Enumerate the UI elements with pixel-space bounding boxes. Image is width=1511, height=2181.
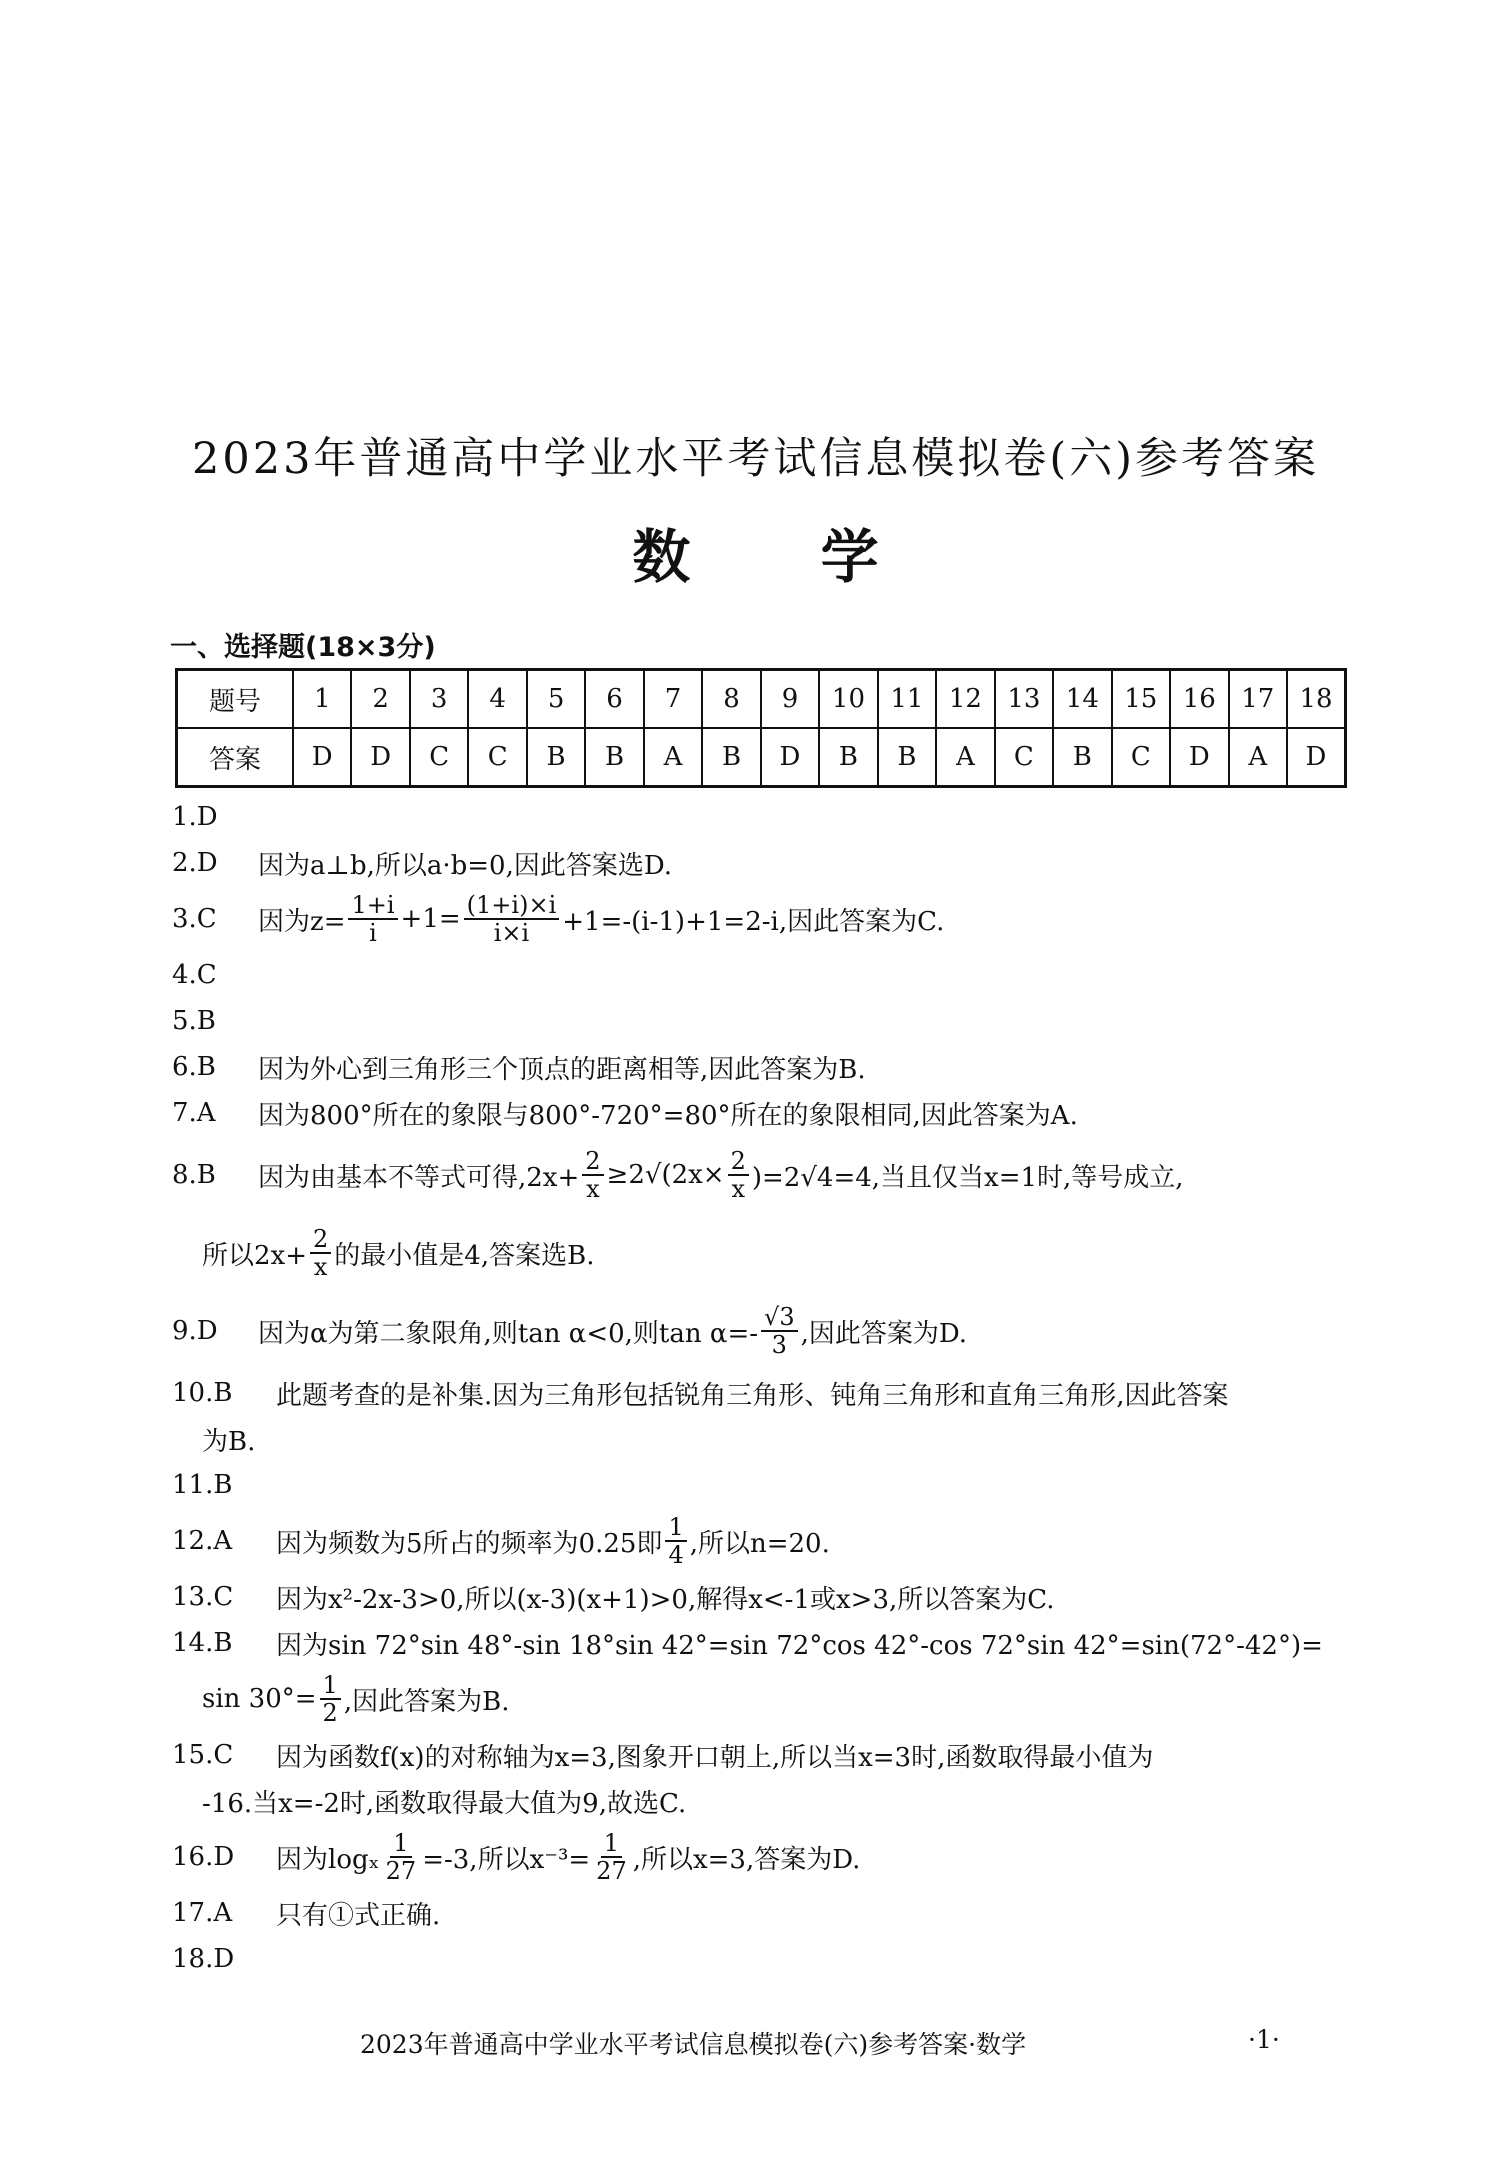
- section-title: 一、选择题(18×3分): [170, 632, 436, 663]
- question-number: 10: [819, 670, 877, 729]
- answer-row: [177, 728, 1346, 787]
- numerator: √3: [761, 1304, 798, 1332]
- fraction: [728, 1148, 749, 1203]
- denominator: 27: [596, 1857, 627, 1885]
- numerator: (1+i)×i: [464, 892, 560, 920]
- row-label-number: 题号: [177, 670, 294, 729]
- solution-item-16: [172, 1824, 1352, 1890]
- item-text: -16.当x=-2时,函数取得最大值为9,故选C.: [202, 1788, 687, 1819]
- solution-item-9: [172, 1292, 1352, 1370]
- item-text: 5.B: [172, 1006, 216, 1036]
- item-text: 的最小值是4,答案选B.: [334, 1240, 595, 1271]
- question-number: 16: [1170, 670, 1228, 729]
- item-number: 14.B: [172, 1628, 233, 1658]
- solution-item-7: [172, 1090, 1352, 1136]
- row-label-answer: 答案: [177, 728, 294, 787]
- question-number: 8: [702, 670, 760, 729]
- solution-item-3: [172, 886, 1352, 952]
- answer-cell: A: [644, 728, 702, 787]
- answer-cell: C: [468, 728, 526, 787]
- item-text: 11.B: [172, 1470, 233, 1500]
- answer-cell: C: [995, 728, 1053, 787]
- question-number-row: [177, 670, 1346, 729]
- item-text: 因为logₓ: [276, 1844, 380, 1875]
- question-number: 17: [1229, 670, 1287, 729]
- item-text: 18.D: [172, 1944, 235, 1974]
- solution-item-5: [172, 998, 1352, 1044]
- question-number: 15: [1112, 670, 1170, 729]
- solution-item-2: [172, 840, 1352, 886]
- solution-item-1: [172, 794, 1352, 840]
- question-number: 18: [1287, 670, 1346, 729]
- question-number: 12: [936, 670, 994, 729]
- answer-cell: D: [1287, 728, 1346, 787]
- answer-cell: D: [1170, 728, 1228, 787]
- solution-item-13: [172, 1574, 1352, 1620]
- solution-item-14-cont: [172, 1666, 1352, 1732]
- question-number: 5: [527, 670, 585, 729]
- numerator: 1+i: [348, 892, 397, 920]
- page-footer: 2023年普通高中学业水平考试信息模拟卷(六)参考答案·数学: [360, 2030, 1027, 2059]
- item-text: )=2√4=4,当且仅当x=1时,等号成立,: [751, 1162, 1184, 1193]
- fraction: [464, 892, 560, 947]
- solution-list: [172, 794, 1352, 1982]
- question-number: 11: [878, 670, 936, 729]
- question-number: 2: [351, 670, 409, 729]
- question-number: 9: [761, 670, 819, 729]
- item-text: +1=: [400, 904, 461, 934]
- solution-item-18: [172, 1936, 1352, 1982]
- item-text: 因为由基本不等式可得,2x+: [258, 1162, 580, 1193]
- answer-cell: A: [1229, 728, 1287, 787]
- item-text: 因为a⊥b,所以a·b=0,因此答案选D.: [258, 850, 673, 881]
- subject-heading: 数 学: [632, 523, 879, 591]
- solution-item-10: [172, 1370, 1352, 1416]
- numerator: 1: [665, 1514, 686, 1542]
- answer-cell: D: [293, 728, 351, 787]
- item-number: 16.D: [172, 1842, 235, 1872]
- answer-cell: D: [761, 728, 819, 787]
- question-number: 4: [468, 670, 526, 729]
- item-number: 15.C: [172, 1740, 234, 1770]
- item-text: 1.D: [172, 802, 218, 832]
- solution-item-6: [172, 1044, 1352, 1090]
- item-number: 8.B: [172, 1160, 216, 1190]
- page-title: 2023年普通高中学业水平考试信息模拟卷(六)参考答案: [192, 434, 1319, 484]
- solution-item-10-cont: [172, 1416, 1352, 1462]
- item-text: 此题考查的是补集.因为三角形包括锐角三角形、钝角三角形和直角三角形,因此答案: [276, 1380, 1229, 1411]
- denominator: i×i: [493, 919, 530, 947]
- fraction: [348, 892, 397, 947]
- denominator: x: [586, 1175, 600, 1203]
- item-text: 因为频数为5所占的频率为0.25即: [276, 1528, 663, 1559]
- question-number: 1: [293, 670, 351, 729]
- solution-item-12: [172, 1508, 1352, 1574]
- item-text: =-3,所以x⁻³=: [422, 1844, 591, 1875]
- item-text: ,因此答案为D.: [800, 1318, 968, 1349]
- denominator: x: [313, 1253, 328, 1281]
- item-text: 4.C: [172, 960, 217, 990]
- numerator: 2: [310, 1226, 331, 1254]
- solution-item-14: [172, 1620, 1352, 1666]
- numerator: 1: [390, 1830, 411, 1858]
- item-text: 因为x²-2x-3>0,所以(x-3)(x+1)>0,解得x<-1或x>3,所以答案为C.: [276, 1584, 1055, 1615]
- item-text: sin 30°=: [202, 1684, 317, 1714]
- answer-cell: B: [819, 728, 877, 787]
- item-text: 因为800°所在的象限与800°-720°=80°所在的象限相同,因此答案为A.: [258, 1100, 1078, 1131]
- item-text: 因为z=: [258, 906, 346, 937]
- solution-item-15-cont: [172, 1778, 1352, 1824]
- item-number: 7.A: [172, 1098, 216, 1128]
- answer-cell: B: [702, 728, 760, 787]
- answer-cell: C: [1112, 728, 1170, 787]
- item-number: 2.D: [172, 848, 218, 878]
- item-text: ,所以x=3,答案为D.: [632, 1844, 861, 1875]
- solution-item-8: [172, 1136, 1352, 1214]
- fraction: [593, 1830, 630, 1885]
- denominator: 4: [668, 1541, 684, 1569]
- answer-cell: B: [527, 728, 585, 787]
- item-text: 只有①式正确.: [276, 1900, 441, 1931]
- solution-item-8-cont: [172, 1214, 1352, 1292]
- numerator: 1: [320, 1672, 341, 1700]
- answer-cell: D: [351, 728, 409, 787]
- item-number: 17.A: [172, 1898, 233, 1928]
- answer-cell: B: [585, 728, 643, 787]
- item-text: ,所以n=20.: [689, 1528, 830, 1559]
- denominator: x: [731, 1175, 745, 1203]
- solution-item-17: [172, 1890, 1352, 1936]
- numerator: 2: [728, 1148, 749, 1176]
- fraction: [665, 1514, 686, 1569]
- item-text: +1=-(i-1)+1=2-i,因此答案为C.: [562, 906, 945, 937]
- fraction: [761, 1304, 798, 1359]
- item-number: 3.C: [172, 904, 217, 934]
- fraction: [383, 1830, 420, 1885]
- question-number: 14: [1053, 670, 1111, 729]
- solution-item-11: [172, 1462, 1352, 1508]
- item-text: 因为α为第二象限角,则tan α<0,则tan α=-: [258, 1318, 759, 1349]
- question-number: 7: [644, 670, 702, 729]
- item-number: 12.A: [172, 1526, 233, 1556]
- fraction: [582, 1148, 603, 1203]
- item-number: 13.C: [172, 1582, 234, 1612]
- item-text: 因为外心到三角形三个顶点的距离相等,因此答案为B.: [258, 1054, 866, 1085]
- answer-cell: B: [878, 728, 936, 787]
- answer-table: [175, 668, 1347, 788]
- denominator: 27: [385, 1857, 417, 1885]
- item-text: 所以2x+: [202, 1240, 307, 1271]
- page-number: ·1·: [1248, 2025, 1280, 2054]
- item-number: 10.B: [172, 1378, 233, 1408]
- fraction: [310, 1226, 331, 1281]
- item-number: 6.B: [172, 1052, 216, 1082]
- solution-item-15: [172, 1732, 1352, 1778]
- numerator: 2: [582, 1148, 603, 1176]
- question-number: 6: [585, 670, 643, 729]
- question-number: 3: [410, 670, 468, 729]
- solution-item-4: [172, 952, 1352, 998]
- fraction: [320, 1672, 341, 1727]
- question-number: 13: [995, 670, 1053, 729]
- denominator: 3: [771, 1331, 787, 1359]
- answer-cell: A: [936, 728, 994, 787]
- denominator: 2: [322, 1699, 338, 1727]
- numerator: 1: [601, 1830, 622, 1858]
- item-number: 9.D: [172, 1316, 218, 1346]
- item-text: ,因此答案为B.: [343, 1686, 510, 1717]
- denominator: i: [369, 919, 377, 947]
- item-text: ≥2√(2x×: [606, 1160, 725, 1190]
- item-text: 因为sin 72°sin 48°-sin 18°sin 42°=sin 72°cos 42°-cos 72°sin 42°=sin(72°-42°)=: [276, 1630, 1323, 1661]
- item-text: 为B.: [202, 1426, 256, 1457]
- item-text: 因为函数f(x)的对称轴为x=3,图象开口朝上,所以当x=3时,函数取得最小值为: [276, 1742, 1154, 1773]
- answer-cell: B: [1053, 728, 1111, 787]
- answer-cell: C: [410, 728, 468, 787]
